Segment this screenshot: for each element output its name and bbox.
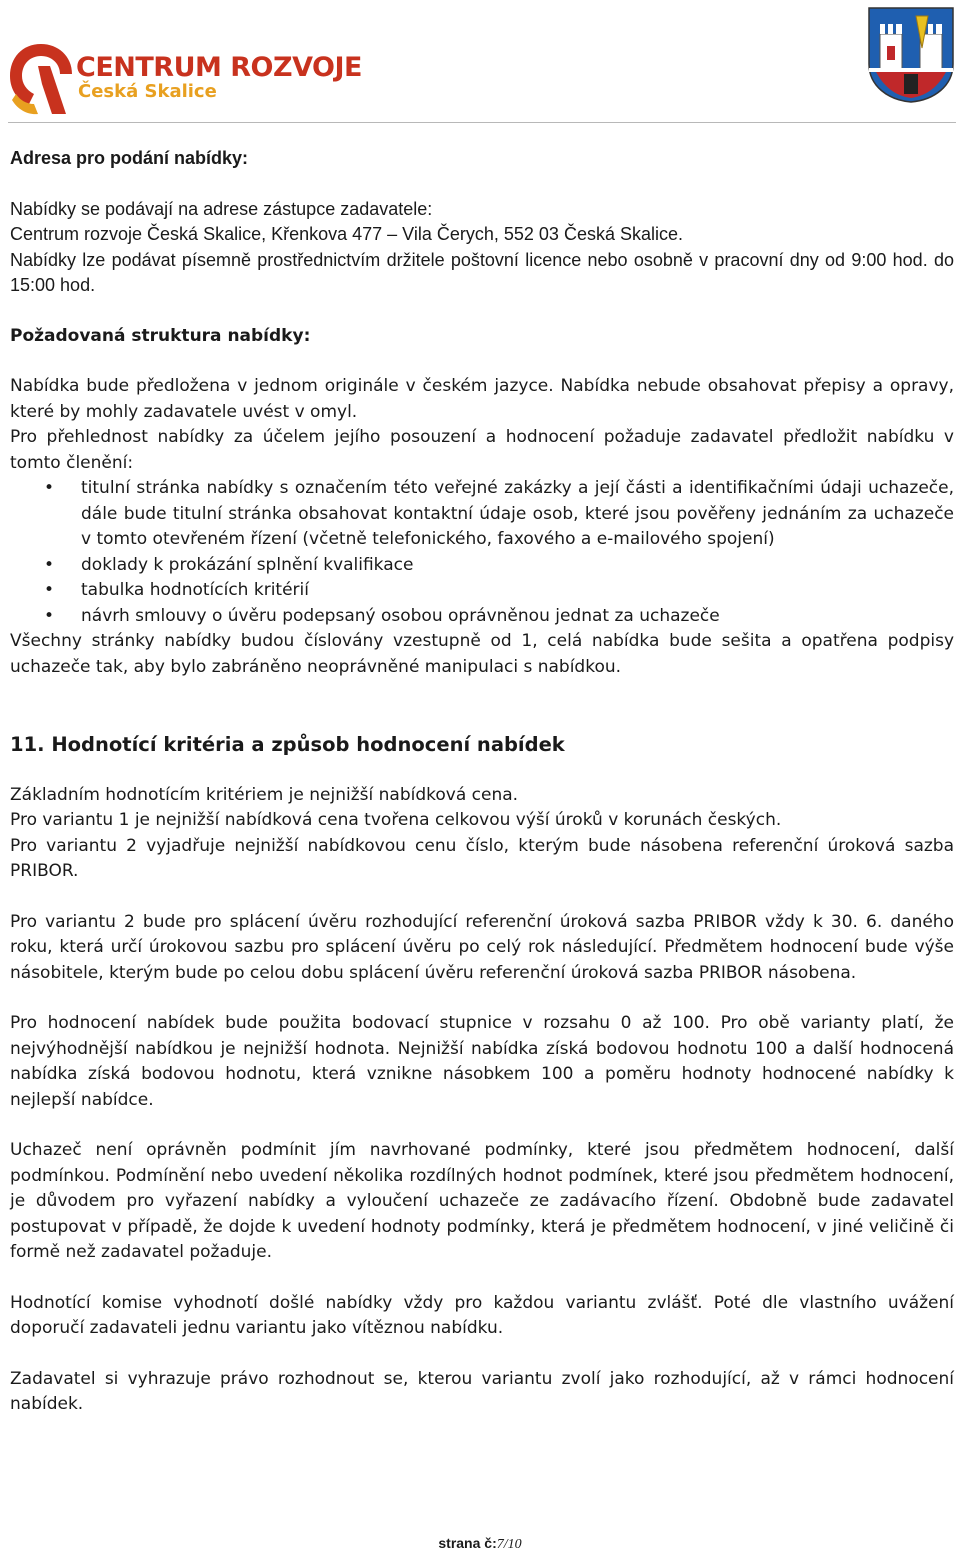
criteria-para-5: Hodnotící komise vyhodnotí došlé nabídky vždy pro každou variantu zvlášť. Poté dle vlastního uvážení doporučí zadavateli jednu variantu jako vítěznou nabídku.: [10, 1292, 954, 1338]
page-footer: [0, 1535, 960, 1553]
criteria-heading: 11. Hodnotící kritéria a způsob hodnocení nabídek: [10, 733, 565, 756]
structure-para-3: Všechny stránky nabídky budou číslovány vzestupně od 1, celá nabídka bude sešita a opatřena podpisy uchazeče tak, aby bylo zabráněno neoprávněné manipulaci s nabídkou.: [10, 631, 954, 677]
criteria-section: [10, 732, 954, 1418]
bullet-icon: •: [44, 478, 55, 498]
structure-para-1: Nabídka bude předložena v jednom originále v českém jazyce. Nabídka nebude obsahovat přepisy a opravy, které by mohly zadavatele uvést v omyl.: [10, 376, 954, 422]
logo-text-secondary: Česká Skalice: [78, 81, 217, 102]
logo-text-primary: CENTRUM ROZVOJE: [76, 52, 362, 83]
address-line-2: Centrum rozvoje Česká Skalice, Křenkova 477 – Vila Čerych, 552 03 Česká Skalice.: [10, 224, 683, 244]
bullet-icon: •: [44, 605, 55, 626]
structure-para-2: Pro přehlednost nabídky za účelem jejího posouzení a hodnocení požaduje zadavatel předložit nabídku v tomto členění:: [10, 427, 954, 473]
bullet-icon: •: [44, 580, 55, 600]
address-line-3: Nabídky lze podávat písemně prostřednictvím držitele poštovní licence nebo osobně v pracovní dny od 9:00 hod. do 15:00 hod.: [10, 249, 954, 295]
document-body: [10, 146, 954, 1418]
header-divider: [8, 122, 956, 123]
criteria-line-2: Pro variantu 1 je nejnižší nabídková cena tvořena celkovou výší úroků v korunách českých.: [10, 810, 782, 830]
logo-mark-icon: [8, 40, 74, 116]
criteria-para-2: Pro variantu 2 bude pro splácení úvěru rozhodující referenční úroková sazba PRIBOR vždy k 30. 6. daného roku, která určí úrokovou sazbu pro splácení úvěru po celý rok následující. Předmětem hodnocení bude výše násobitele, kterým bude po celou dobu splácení úvěru referenční úroková sazba PRIBOR násobena.: [10, 911, 954, 983]
list-item: • titulní stránka nabídky s označením této veřejné zakázky a její části a identifikačními údaji uchazeče, dále bude titulní stránka obsahovat kontaktní údaje osob, které jsou pověřeny jednáním za uchazeče v tomto otevřeném řízení (včetně telefonického, faxového a e-mailového spojení): [44, 478, 954, 549]
bullet-icon: •: [44, 554, 55, 575]
town-crest-icon: [866, 6, 956, 104]
address-line-1: Nabídky se podávají na adrese zástupce zadavatele:: [10, 198, 433, 219]
criteria-para-6: Zadavatel si vyhrazuje právo rozhodnout se, kterou variantu zvolí jako rozhodující, až v rámci hodnocení nabídek.: [10, 1368, 954, 1414]
criteria-line-1: Základním hodnotícím kritériem je nejnižší nabídková cena.: [10, 784, 519, 805]
centrum-rozvoje-logo: [8, 40, 368, 116]
structure-heading: Požadovaná struktura nabídky:: [10, 325, 311, 346]
criteria-para-3: Pro hodnocení nabídek bude použita bodovací stupnice v rozsahu 0 až 100. Pro obě varianty platí, že nejvýhodnější nabídkou je nejnižší hodnota. Nejnižší nabídka získá bodovou hodnotu 100 a další hodnocená nabídka získá bodovou hodnotu, která vznikne násobkem 100 a poměru hodnoty hodnocené nabídky k nejlepší nabídce.: [10, 1013, 954, 1110]
page-header: [0, 0, 960, 126]
address-heading: Adresa pro podání nabídky:: [10, 148, 249, 168]
list-item: • doklady k prokázání splnění kvalifikace: [10, 553, 954, 579]
page-number-label: strana č:: [438, 1535, 497, 1551]
address-section: [10, 146, 954, 299]
criteria-line-3: Pro variantu 2 vyjadřuje nejnižší nabídkovou cenu číslo, kterým bude násobena referenční úroková sazba PRIBOR.: [10, 835, 954, 881]
structure-section: [10, 324, 954, 681]
structure-bullet-list: [10, 476, 954, 629]
criteria-para-4: Uchazeč není oprávněn podmínit jím navrhované podmínky, které jsou předmětem hodnocení, další podmínkou. Podmínění nebo uvedení několika rozdílných hodnot podmínek, které jsou předmětem hodnocení, je důvodem pro vyřazení nabídky a vyloučení uchazeče ze zadávacího řízení. Obdobně bude zadavatel postupovat v případě, že dojde k uvedení hodnoty podmínky, která je předmětem hodnocení, v jiné veličině či formě než zadavatel požaduje.: [10, 1140, 954, 1262]
list-item: • tabulka hodnotících kritérií: [10, 578, 954, 604]
list-item: • návrh smlouvy o úvěru podepsaný osobou oprávněnou jednat za uchazeče: [10, 604, 954, 630]
page-number: 7/10: [496, 1537, 522, 1552]
